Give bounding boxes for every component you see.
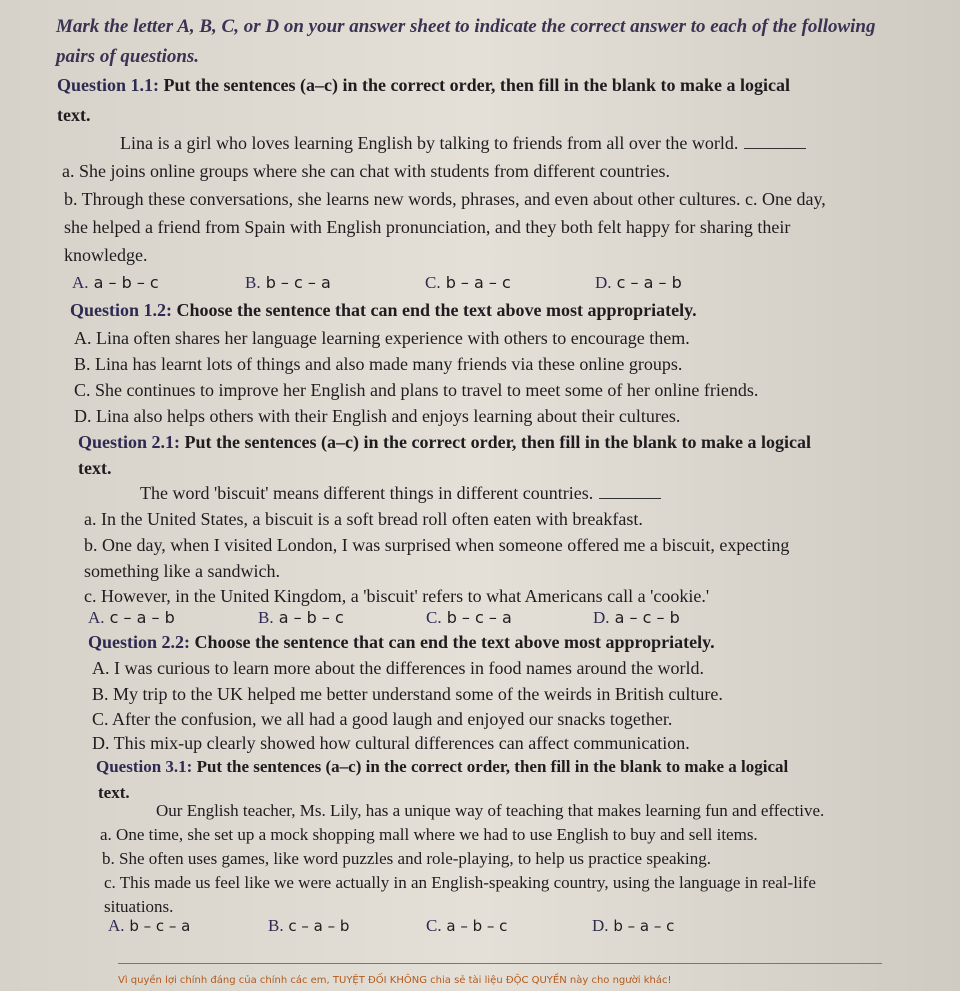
question-2-2-label: Question 2.2: <box>88 632 191 652</box>
question-1-1-title <box>57 74 790 96</box>
question-1-1-sentence-b-cont2: knowledge. <box>64 245 148 265</box>
option-d[interactable]: D. a – c – b <box>593 608 680 627</box>
instructions-line-1: Mark the letter A, B, C, or D on your answer sheet to indicate the correct answer to each of the following <box>56 16 876 37</box>
footer-notice: Vì quyền lợi chính đáng của chính các em, TUYỆT ĐỐI KHÔNG chia sẻ tài liệu ĐỘC QUYỀN này cho người khác! <box>118 975 672 986</box>
question-2-2-choice-d[interactable]: D. This mix-up clearly showed how cultural differences can affect communication. <box>92 733 690 753</box>
question-3-1-sentence-c: c. This made us feel like we were actually in an English-speaking country, using the language in real-life <box>104 873 816 892</box>
question-3-1-title <box>96 756 788 778</box>
question-1-2-label: Question 1.2: <box>70 300 173 320</box>
question-3-1-stem: Our English teacher, Ms. Lily, has a unique way of teaching that makes learning fun and effective. <box>156 801 825 820</box>
option-d[interactable]: D. b – a – c <box>592 916 675 935</box>
option-d[interactable]: D. c – a – b <box>595 273 682 292</box>
question-2-2-choice-c[interactable]: C. After the confusion, we all had a good laugh and enjoyed our snacks together. <box>92 709 673 729</box>
question-2-1-label: Question 2.1: <box>78 432 181 452</box>
option-b[interactable]: B. b – c – a <box>245 273 331 292</box>
question-2-2-choice-b[interactable]: B. My trip to the UK helped me better understand some of the weirds in British culture. <box>92 684 723 704</box>
question-2-1-sentence-a: a. In the United States, a biscuit is a soft bread roll often eaten with breakfast. <box>84 509 643 529</box>
question-2-2-title <box>88 631 715 653</box>
question-2-1-sentence-b-cont: something like a sandwich. <box>84 561 280 581</box>
question-1-2-choice-a[interactable]: A. Lina often shares her language learning experience with others to encourage them. <box>74 328 690 348</box>
option-b[interactable]: B. c – a – b <box>268 916 350 935</box>
question-1-2-choice-b[interactable]: B. Lina has learnt lots of things and also made many friends via these online groups. <box>74 354 683 374</box>
question-1-2-title <box>70 299 697 321</box>
question-2-2-text: Choose the sentence that can end the text above most appropriately. <box>190 632 715 652</box>
question-3-1-options <box>108 916 808 938</box>
option-c[interactable]: C. b – c – a <box>426 608 512 627</box>
question-2-1-sentence-c: c. However, in the United Kingdom, a 'biscuit' refers to what Americans call a 'cookie.' <box>84 586 710 606</box>
question-1-1-sentence-b-cont: she helped a friend from Spain with English pronunciation, and they both felt happy for sharing their <box>64 217 791 237</box>
question-1-1-text: Put the sentences (a–c) in the correct order, then fill in the blank to make a logical <box>159 75 790 95</box>
question-2-1-stem <box>140 482 661 504</box>
question-1-2-choice-d[interactable]: D. Lina also helps others with their English and enjoys learning about their cultures. <box>74 406 681 426</box>
stem-text: Lina is a girl who loves learning English by talking to friends from all over the world. <box>120 133 739 153</box>
question-2-1-title <box>78 431 811 453</box>
question-1-1-title-cont: text. <box>57 105 91 125</box>
question-1-2-choice-c[interactable]: C. She continues to improve her English and plans to travel to meet some of her online friends. <box>74 380 759 400</box>
answer-blank[interactable] <box>744 134 806 149</box>
question-1-1-sentence-a: a. She joins online groups where she can chat with students from different countries. <box>62 161 671 181</box>
question-2-1-options <box>88 608 788 630</box>
question-3-1-title-cont: text. <box>98 783 130 802</box>
question-2-1-title-cont: text. <box>78 458 112 478</box>
question-2-1-text: Put the sentences (a–c) in the correct order, then fill in the blank to make a logical <box>180 432 811 452</box>
question-3-1-sentence-b: b. She often uses games, like word puzzles and role-playing, to help us practice speaking. <box>102 849 711 868</box>
option-a[interactable]: A. c – a – b <box>88 608 175 627</box>
question-1-1-stem <box>120 132 806 154</box>
stem-text: The word 'biscuit' means different things in different countries. <box>140 483 594 503</box>
question-1-1-label: Question 1.1: <box>57 75 160 95</box>
question-1-2-text: Choose the sentence that can end the text above most appropriately. <box>172 300 697 320</box>
question-1-1-sentence-b: b. Through these conversations, she learns new words, phrases, and even about other cultures. c. One day, <box>64 189 826 209</box>
question-3-1-text: Put the sentences (a–c) in the correct order, then fill in the blank to make a logical <box>192 757 789 776</box>
option-a[interactable]: A. b – c – a <box>108 916 191 935</box>
question-3-1-label: Question 3.1: <box>96 757 193 776</box>
question-2-2-choice-a[interactable]: A. I was curious to learn more about the differences in food names around the world. <box>92 658 704 678</box>
footer-divider <box>118 963 882 964</box>
option-c[interactable]: C. b – a – c <box>425 273 511 292</box>
question-1-1-options <box>72 273 772 295</box>
question-3-1-sentence-c-cont: situations. <box>104 897 174 916</box>
question-2-1-sentence-b: b. One day, when I visited London, I was surprised when someone offered me a biscuit, expecting <box>84 535 790 555</box>
option-a[interactable]: A. a – b – c <box>72 273 159 292</box>
question-3-1-sentence-a: a. One time, she set up a mock shopping mall where we had to use English to buy and sell items. <box>100 825 758 844</box>
option-b[interactable]: B. a – b – c <box>258 608 344 627</box>
answer-blank[interactable] <box>599 484 661 499</box>
option-c[interactable]: C. a – b – c <box>426 916 508 935</box>
instructions-line-2: pairs of questions. <box>56 46 200 67</box>
